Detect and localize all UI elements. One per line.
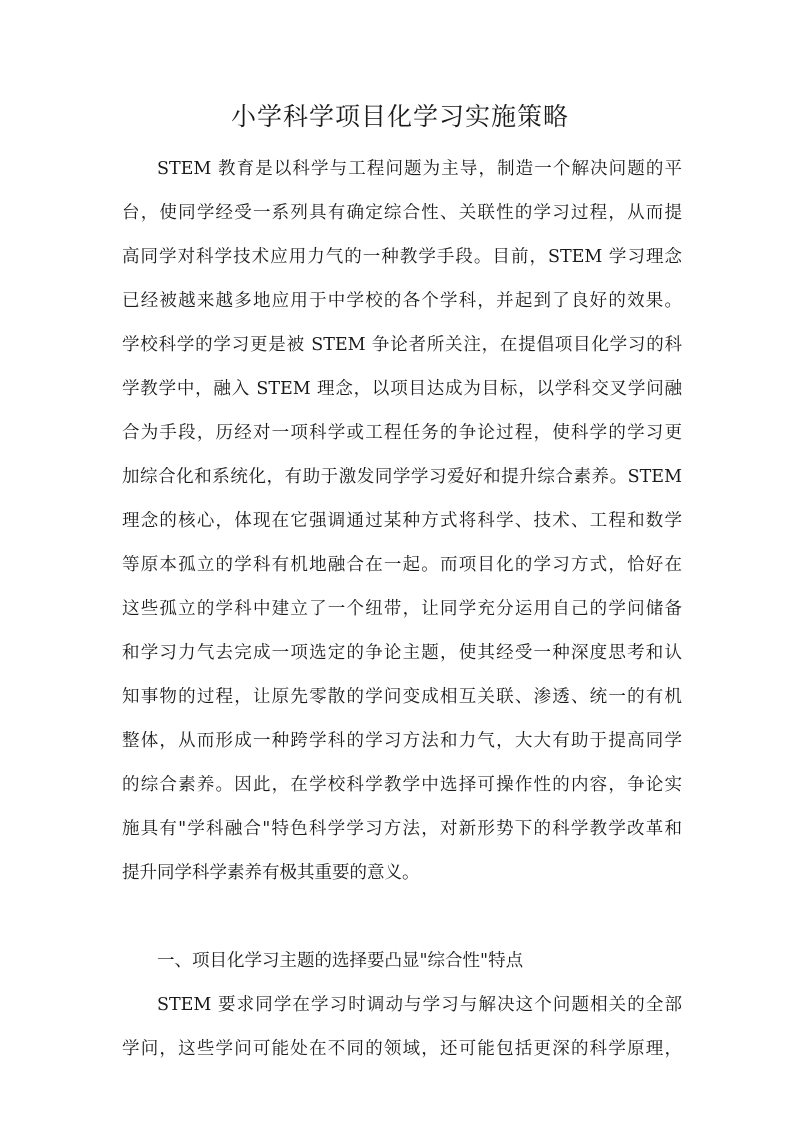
paragraph-line: 学校科学的学习更是被 STEM 争论者所关注，在提倡项目化学习的科 [122, 335, 682, 355]
paragraph-line: 学教学中，融入 STEM 理念，以项目达成为目标，以学科交叉学问融 [122, 379, 682, 399]
paragraph-line: 已经被越来越多地应用于中学校的各个学科，并起到了良好的效果。 [122, 291, 682, 311]
paragraph-line: 和学习力气去完成一项选定的争论主题，使其经受一种深度思考和认 [122, 643, 682, 663]
section-heading: 一、项目化学习主题的选择要凸显"综合性"特点 [157, 951, 524, 971]
paragraph-line: STEM 要求同学在学习时调动与学习与解决这个问题相关的全部 [157, 995, 682, 1015]
paragraph-line: 高同学对科学技术应用力气的一种教学手段。目前，STEM 学习理念 [122, 247, 682, 267]
paragraph-line: 理念的核心，体现在它强调通过某种方式将科学、技术、工程和数学 [122, 511, 682, 531]
document-title: 小学科学项目化学习实施策略 [230, 102, 569, 131]
paragraph-line: 等原本孤立的学科有机地融合在一起。而项目化的学习方式，恰好在 [122, 555, 682, 575]
paragraph-line: 合为手段，历经对一项科学或工程任务的争论过程，使科学的学习更 [122, 423, 682, 443]
paragraph-line: 提升同学科学素养有极其重要的意义。 [122, 863, 420, 883]
paragraph-line: 台，使同学经受一系列具有确定综合性、关联性的学习过程，从而提 [122, 203, 682, 223]
paragraph-line: 整体，从而形成一种跨学科的学习方法和力气，大大有助于提高同学 [122, 731, 682, 751]
paragraph-line: 加综合化和系统化，有助于激发同学学习爱好和提升综合素养。STEM [122, 467, 682, 487]
paragraph-line: STEM 教育是以科学与工程问题为主导，制造一个解决问题的平 [157, 159, 682, 179]
paragraph-line: 知事物的过程，让原先零散的学问变成相互关联、渗透、统一的有机 [122, 687, 682, 707]
paragraph-line: 这些孤立的学科中建立了一个纽带，让同学充分运用自己的学问储备 [122, 599, 682, 619]
paragraph-line: 施具有"学科融合"特色科学学习方法，对新形势下的科学教学改革和 [122, 819, 682, 839]
paragraph-line: 学问，这些学问可能处在不同的领域，还可能包括更深的科学原理， [122, 1039, 682, 1059]
paragraph-line: 的综合素养。因此，在学校科学教学中选择可操作性的内容，争论实 [122, 775, 682, 795]
